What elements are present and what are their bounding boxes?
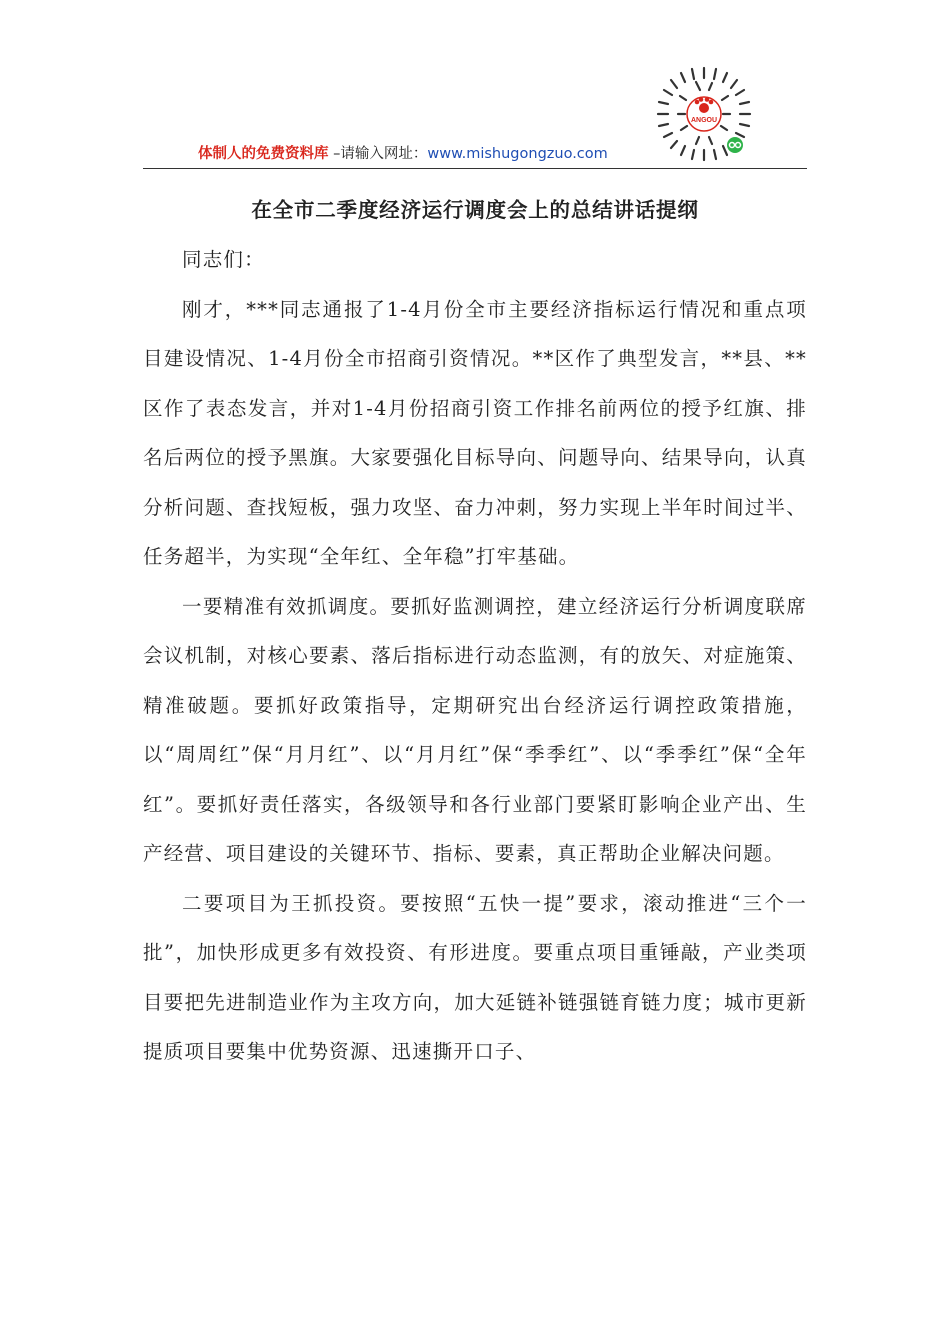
site-name: 体制人的免费资料库 (198, 146, 329, 162)
paragraph: 一要精准有效抓调度。要抓好监测调控，建立经济运行分析调度联席会议机制，对核心要素、落后指标进行动态监测，有的放矢、对症施策、精准破题。要抓好政策指导，定期研究出台经济运行调控政策措施，以“周周红”保“月月红”、以“月月红”保“季季红”、以“季季红”保“全年红”。要抓好责任落实，各级领导和各行业部门要紧盯影响企业产出、生产经营、项目建设的关键环节、指标、要素，真正帮助企业解决问题。 (143, 594, 807, 865)
site-url-link[interactable]: www.mishugongzuo.com (427, 146, 608, 162)
document-title: 在全市二季度经济运行调度会上的总结讲话提纲 (251, 198, 699, 222)
url-prompt: –请输入网址： (328, 146, 428, 162)
document-header (143, 134, 807, 169)
paragraph: 二要项目为王抓投资。要按照“五快一提”要求，滚动推进“三个一批”，加快形成更多有效投资、有形进度。要重点项目重锤敲，产业类项目要把先进制造业作为主攻方向，加大延链补链强链育链力度；城市更新提质项目要集中优势资源、迅速撕开口子、 (143, 891, 807, 1063)
document-body (143, 235, 807, 1077)
svg-text:ANGOU: ANGOU (690, 117, 718, 124)
paragraph: 刚才，***同志通报了1-4月份全市主要经济指标运行情况和重点项目建设情况、1-4月份全市招商引资情况。**区作了典型发言，**县、**区作了表态发言，并对1-4月份招商引资工作排名前两位的授予红旗、排名后两位的授予黑旗。大家要强化目标导向、问题导向、结果导向，认真分析问题、查找短板，强力攻坚、奋力冲刺，努力实现上半年时间过半、任务超半，为实现“全年红、全年稳”打牢基础。 (143, 297, 807, 568)
greeting: 同志们： (182, 248, 265, 271)
header-banner (198, 144, 608, 164)
